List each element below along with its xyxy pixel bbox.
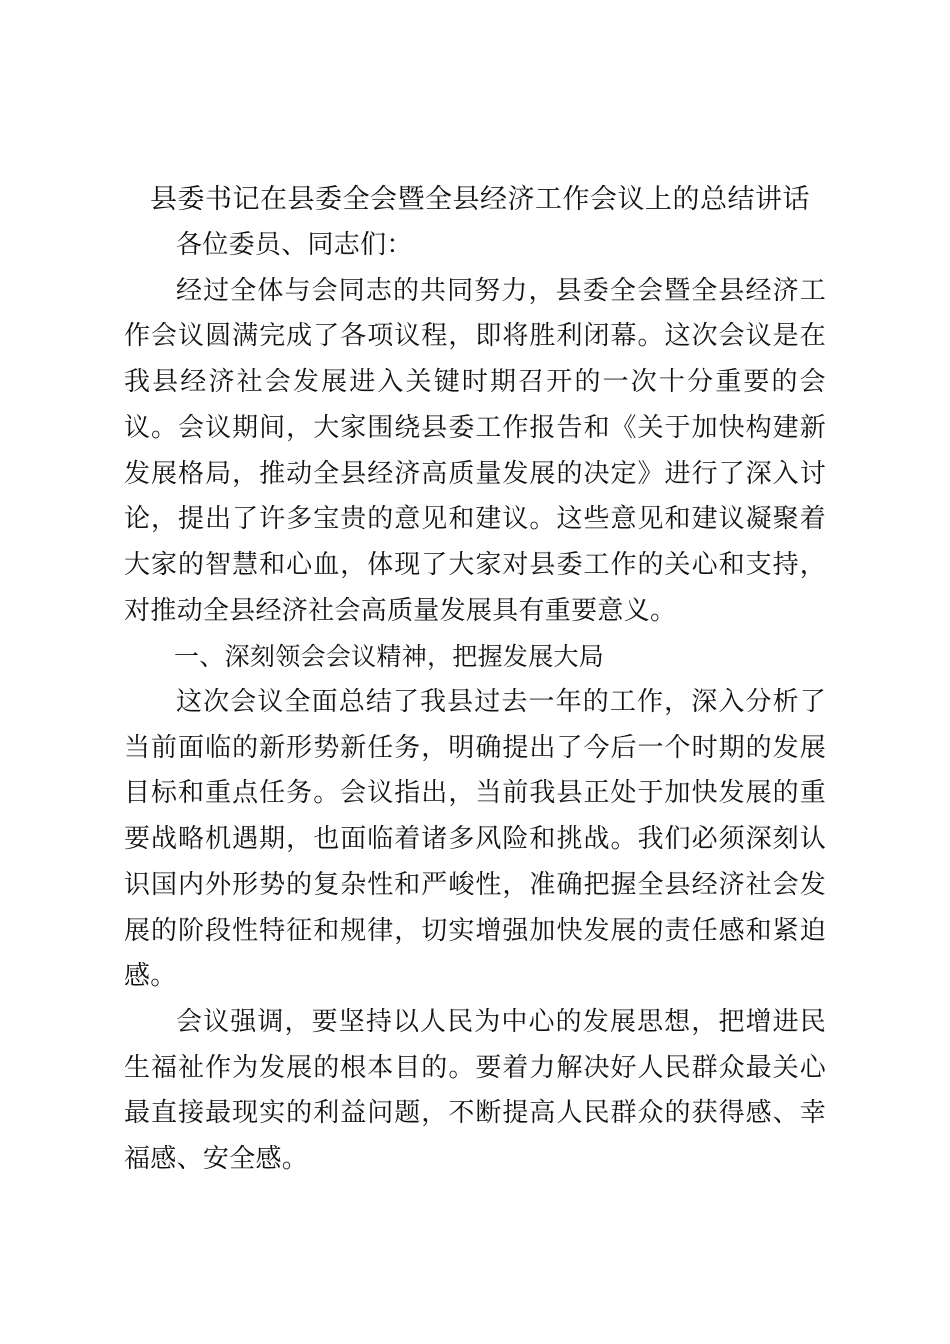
section-heading: 一、深刻领会会议精神，把握发展大局 [174,642,605,672]
salutation: 各位委员、同志们： [176,230,413,260]
paragraph-section-1: 这次会议全面总结了我县过去一年的工作，深入分析了当前面临的新形势新任务，明确提出了今后一个时期的发展目标和重点任务。会议指出，当前我县正处于加快发展的重要战略机遇期，也面临着诸多风险和挑战。我们必须深刻认识国内外形势的复杂性和严峻性，准确把握全县经济社会发展的阶段性特征和规律，切实增强加快发展的责任感和紧迫感。 [124,687,826,992]
paragraph-opening: 经过全体与会同志的共同努力，县委全会暨全县经济工作会议圆满完成了各项议程，即将胜利闭幕。这次会议是在我县经济社会发展进入关键时期召开的一次十分重要的会议。会议期间，大家围绕县委工作报告和《关于加快构建新发展格局，推动全县经济高质量发展的决定》进行了深入讨论，提出了许多宝贵的意见和建议。这些意见和建议凝聚着大家的智慧和心血，体现了大家对县委工作的关心和支持，对推动全县经济社会高质量发展具有重要意义。 [124,275,826,626]
document-title: 县委书记在县委全会暨全县经济工作会议上的总结讲话 [150,184,810,215]
document-body [124,223,826,1183]
paragraph-section-2: 会议强调，要坚持以人民为中心的发展思想，把增进民生福祉作为发展的根本目的。要着力解决好人民群众最关心最直接最现实的利益问题，不断提高人民群众的获得感、幸福感、安全感。 [124,1006,826,1175]
